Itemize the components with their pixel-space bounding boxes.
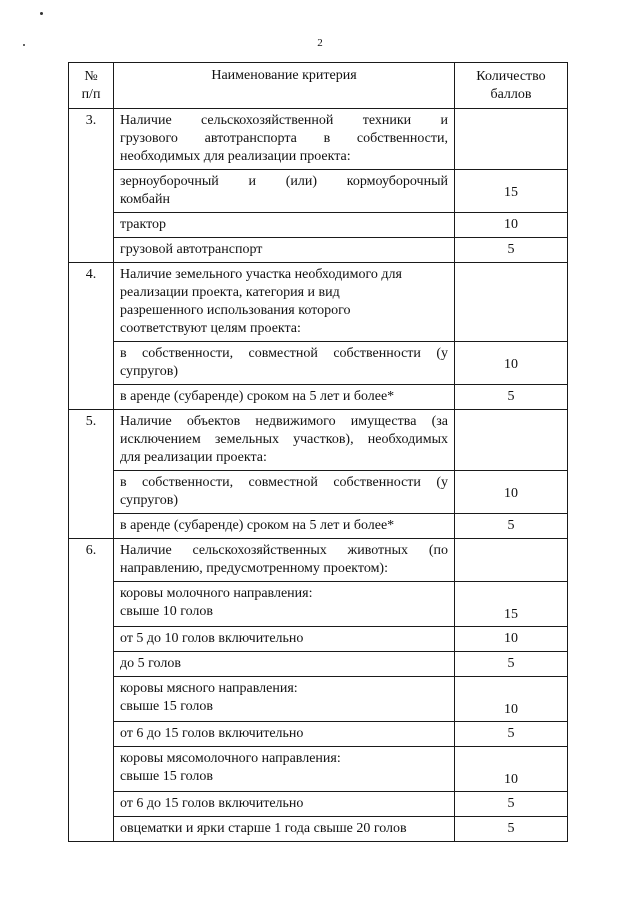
table-header-row: [69, 63, 568, 109]
table-row: [69, 342, 568, 385]
criterion-option: до 5 голов: [114, 652, 455, 677]
points-value: 5: [455, 238, 568, 263]
criterion-option: от 6 до 15 голов включительно: [114, 722, 455, 747]
table-row: [69, 514, 568, 539]
scan-speck: [40, 12, 43, 15]
table-row: [69, 385, 568, 410]
criterion-number: 3.: [69, 109, 114, 263]
criterion-option: в аренде (субаренде) сроком на 5 лет и более*: [114, 385, 455, 410]
points-cell-empty: [455, 410, 568, 471]
points-value: 5: [455, 722, 568, 747]
table-row: [69, 722, 568, 747]
criterion-option: зерноуборочный и (или) кормоуборочный комбайн: [114, 170, 455, 213]
criterion-number: 4.: [69, 263, 114, 410]
table-row: [69, 792, 568, 817]
criterion-option: в собственности, совместной собственности (у супругов): [114, 342, 455, 385]
points-value: 10: [455, 747, 568, 792]
criterion-title: Наличие сельскохозяйственной техники и грузового автотранспорта в собственности, необходимых для реализации проекта:: [114, 109, 455, 170]
table-row: [69, 582, 568, 627]
criterion-number: 5.: [69, 410, 114, 539]
table-row: [69, 747, 568, 792]
criterion-title: Наличие земельного участка необходимого для реализации проекта, категория и вид разрешенного использования которого соответствуют целям проекта:: [114, 263, 455, 342]
table-row: [69, 213, 568, 238]
criterion-option: коровы молочного направления: свыше 10 голов: [114, 582, 455, 627]
points-value: 10: [455, 213, 568, 238]
points-cell-empty: [455, 539, 568, 582]
page-number: 2: [317, 37, 323, 49]
points-value: 5: [455, 817, 568, 842]
criteria-table: [68, 62, 568, 842]
points-value: 15: [455, 170, 568, 213]
criterion-number: 6.: [69, 539, 114, 842]
points-value: 5: [455, 652, 568, 677]
points-value: 5: [455, 792, 568, 817]
points-value: 10: [455, 677, 568, 722]
table-row: [69, 263, 568, 342]
points-value: 5: [455, 514, 568, 539]
criterion-option: трактор: [114, 213, 455, 238]
points-value: 10: [455, 342, 568, 385]
header-criterion-name: Наименование критерия: [114, 63, 455, 109]
points-cell-empty: [455, 263, 568, 342]
table-row: [69, 817, 568, 842]
criterion-option: грузовой автотранспорт: [114, 238, 455, 263]
criterion-option: коровы мясомолочного направления: свыше 15 голов: [114, 747, 455, 792]
header-points: Количество баллов: [455, 63, 568, 109]
criterion-option: овцематки и ярки старше 1 года свыше 20 голов: [114, 817, 455, 842]
table-row: [69, 109, 568, 170]
table-row: [69, 677, 568, 722]
points-value: 15: [455, 582, 568, 627]
criterion-option: от 5 до 10 голов включительно: [114, 627, 455, 652]
table-row: [69, 170, 568, 213]
table-row: [69, 471, 568, 514]
points-value: 5: [455, 385, 568, 410]
points-cell-empty: [455, 109, 568, 170]
criterion-option: в аренде (субаренде) сроком на 5 лет и более*: [114, 514, 455, 539]
points-value: 10: [455, 471, 568, 514]
table-row: [69, 539, 568, 582]
criterion-title: Наличие объектов недвижимого имущества (за исключением земельных участков), необходимых для реализации проекта:: [114, 410, 455, 471]
criterion-option: коровы мясного направления: свыше 15 голов: [114, 677, 455, 722]
criterion-option: от 6 до 15 голов включительно: [114, 792, 455, 817]
criterion-option: в собственности, совместной собственности (у супругов): [114, 471, 455, 514]
table-row: [69, 410, 568, 471]
table-row: [69, 652, 568, 677]
criterion-title: Наличие сельскохозяйственных животных (по направлению, предусмотренному проектом):: [114, 539, 455, 582]
table-row: [69, 627, 568, 652]
points-value: 10: [455, 627, 568, 652]
table-row: [69, 238, 568, 263]
header-number: № п/п: [69, 63, 114, 109]
